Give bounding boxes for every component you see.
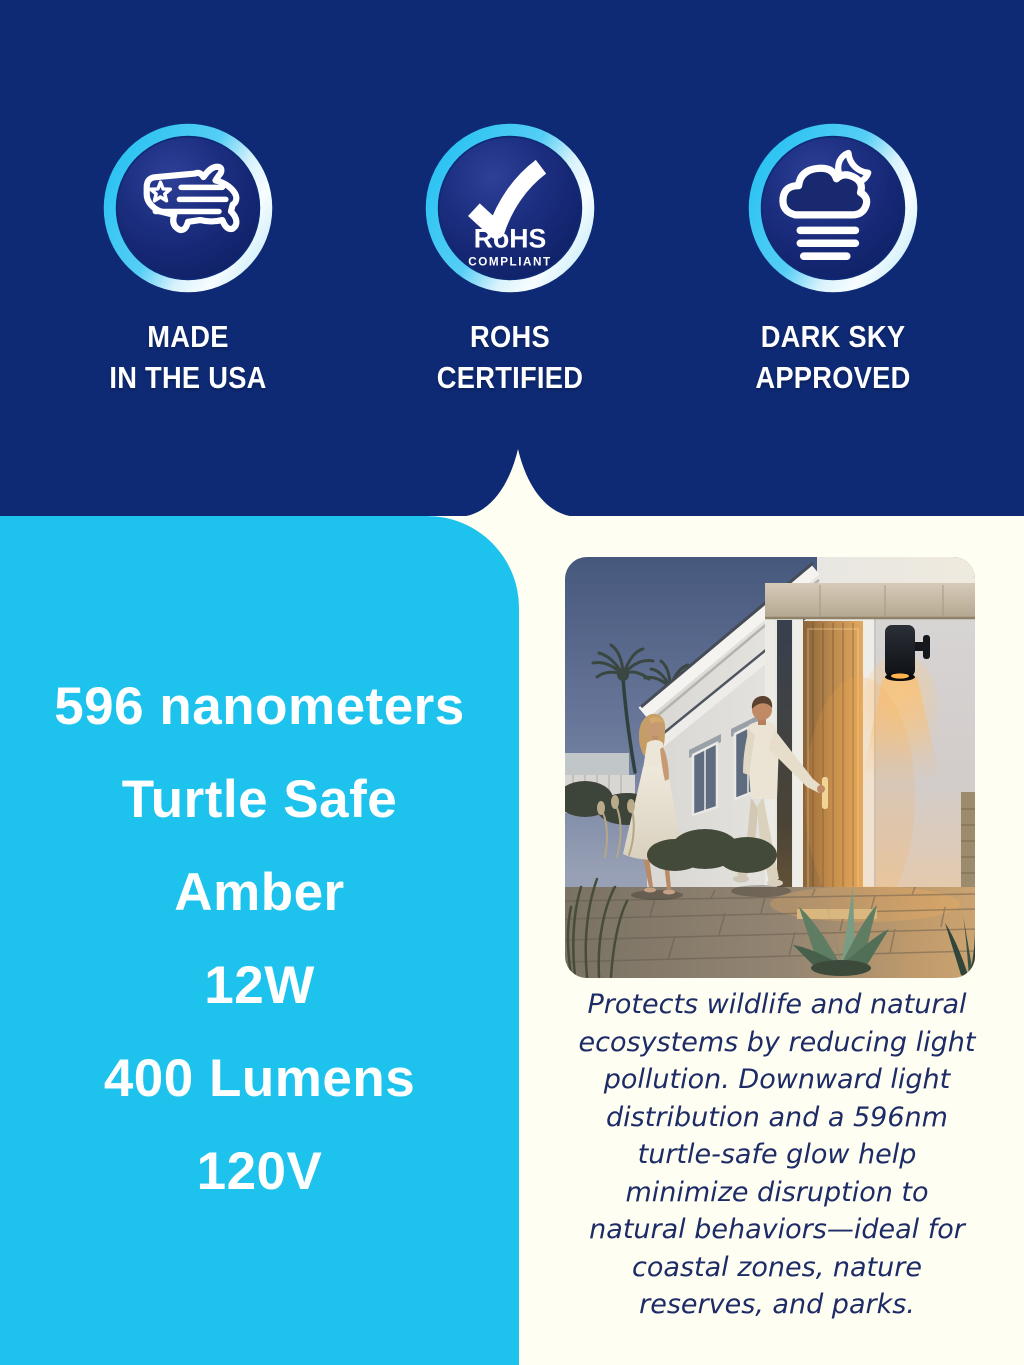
badge-label bbox=[713, 316, 953, 398]
usa-map-flag-icon bbox=[102, 122, 274, 294]
lifestyle-photo bbox=[565, 557, 975, 978]
transition-notch bbox=[460, 449, 576, 517]
rohs-seal-title: RoHS bbox=[473, 223, 547, 254]
spec-wavelength: 596 nanometers bbox=[54, 677, 465, 736]
cloud-moon-icon bbox=[747, 122, 919, 294]
rohs-seal-icon bbox=[424, 122, 596, 294]
description-line: natural behaviors—ideal for bbox=[589, 1214, 965, 1245]
couple-at-door-dusk-illustration bbox=[565, 557, 975, 978]
badge-made-in-usa bbox=[102, 122, 274, 398]
description-line: ecosystems by reducing light bbox=[578, 1026, 976, 1058]
spec-voltage: 120V bbox=[196, 1142, 323, 1201]
description-line: turtle-safe glow help bbox=[637, 1139, 917, 1170]
description-line: pollution. Downward light bbox=[603, 1064, 951, 1095]
spec-turtle-safe: Turtle Safe bbox=[121, 770, 398, 829]
badge-label-line2: CERTIFIED bbox=[436, 360, 584, 395]
badge-label-line2: IN THE USA bbox=[109, 360, 267, 395]
badge-rohs bbox=[424, 122, 596, 398]
description-text bbox=[530, 986, 1024, 1324]
badge-dark-sky bbox=[747, 122, 919, 398]
description-line: Protects wildlife and natural bbox=[587, 989, 967, 1020]
description-line: minimize disruption to bbox=[625, 1176, 929, 1208]
rohs-seal-subtitle: COMPLIANT bbox=[468, 255, 552, 269]
description-line: coastal zones, nature bbox=[632, 1251, 922, 1283]
badge-label-line1: ROHS bbox=[470, 319, 550, 354]
spec-color: Amber bbox=[174, 863, 345, 922]
badge-label-line1: MADE bbox=[147, 319, 229, 354]
badge-label-line2: APPROVED bbox=[755, 360, 911, 395]
description-line: reserves, and parks. bbox=[639, 1289, 915, 1320]
top-banner bbox=[0, 0, 1024, 516]
description-line: distribution and a 596nm bbox=[606, 1101, 948, 1133]
badge-label bbox=[68, 316, 308, 398]
specs-panel bbox=[0, 516, 519, 1365]
badge-label-line1: DARK SKY bbox=[760, 319, 906, 354]
spec-lumens: 400 Lumens bbox=[103, 1049, 416, 1108]
spec-list bbox=[0, 660, 519, 1218]
badge-label bbox=[390, 316, 630, 398]
spec-wattage: 12W bbox=[204, 956, 315, 1015]
